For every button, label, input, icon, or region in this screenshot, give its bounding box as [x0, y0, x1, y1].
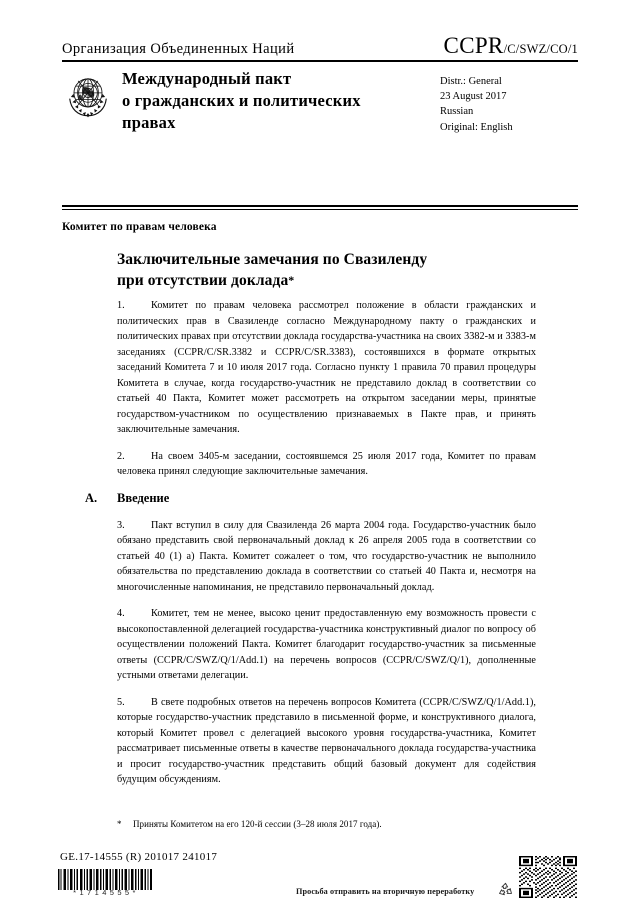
masthead-rule-thick [62, 60, 578, 62]
footnote [117, 818, 537, 831]
page-title-line-2-wrapper [117, 270, 537, 291]
paragraph-1-number: 1. [117, 300, 125, 311]
distribution-language: Russian [440, 106, 474, 118]
recycle-notice: Просьба отправить на вторичную переработку [296, 887, 475, 896]
distribution-original: Original: English [440, 121, 513, 133]
committee-name: Комитет по правам человека [62, 221, 217, 233]
paragraph-5-text: В свете подробных ответов на перечень вопросов Комитета (CCPR/C/SWZ/Q/1/Add.1), которые государство-участник представило в письменной форме, и конструктивного диалога, который Комитет провел с делегацией высокого уровня государства-участника, Комитет рассматривает письменные ответы в качестве первоначального доклада государства-участника и просит государство-участник представить общий базовый документ для содействия будущим обсуждениям. [117, 696, 536, 785]
paragraph-4-number: 4. [117, 608, 125, 619]
paragraph-2 [117, 449, 536, 480]
title-footnote-marker: * [288, 273, 295, 288]
divider-rule-thick [62, 205, 578, 207]
distribution-type: Distr.: General [440, 76, 502, 87]
document-symbol-main: CCPR [443, 33, 504, 58]
masthead [62, 34, 578, 62]
qr-code [519, 856, 577, 898]
section-heading-a [85, 491, 536, 506]
recycle-icon [497, 881, 514, 898]
paragraph-3-number: 3. [117, 519, 125, 531]
document-symbol [444, 34, 578, 58]
paragraph-2-text: На своем 3405-м заседании, состоявшемся 25 июля 2017 года, Комитет по правам человека принял следующие заключительные замечания. [117, 450, 536, 477]
section-letter-a: A. [85, 490, 98, 505]
section-divider [62, 205, 578, 210]
pact-title-line-1: Международный пакт [122, 69, 292, 88]
page-title-line-2: при отсутствии доклада [117, 272, 289, 290]
page-title-line-1: Заключительные замечания по Свазиленду [117, 251, 428, 268]
pact-title-line-2: о гражданских и политических [122, 90, 361, 110]
footnote-marker: * [117, 819, 122, 829]
paragraph-5-number: 5. [117, 696, 125, 708]
pact-title [122, 66, 440, 133]
paragraph-3-text: Пакт вступил в силу для Свазиленда 26 марта 2004 года. Государство-участник было обязано представить свой первоначальный доклад к 26 апреля 2005 года в соответствии со статьей 40 (1) a) Пакта. Комитет сожалеет о том, что государство-участник не выполнило обязательства по представлению доклада в соответствии со статьей 40 Пакта и, несмотря на многочисленные напоминания, не представило первоначальный доклад. [117, 519, 536, 593]
paragraph-5 [117, 695, 536, 788]
barcode [58, 869, 154, 890]
document-body [85, 298, 536, 799]
paragraph-3 [117, 518, 536, 596]
page-title [117, 249, 537, 292]
divider-rule-thin [62, 209, 578, 210]
paragraph-1 [117, 298, 536, 438]
masthead-top-row [62, 34, 578, 60]
distribution-block [440, 74, 578, 135]
document-reference: GE.17-14555 (R) 201017 241017 [60, 851, 218, 863]
section-title-a: Введение [117, 490, 170, 505]
organization-name: Организация Объединенных Наций [62, 41, 295, 58]
title-row [62, 66, 578, 135]
un-emblem-icon [62, 70, 114, 122]
paragraph-1-text: Комитет по правам человека рассмотрел положение в области гражданских и политических прав в Свазиленде согласно Международному пакту о гражданских и политических правах при отсутствии доклада государства-участника на своих 3382-м и 3383-м заседаниях (CCPR/C/SR.3382 и CCPR/C/SR.3383), состоявшихся в формате открытых заседаний Комитета 7 и 10 июля 2017 года. Согласно пункту 1 правила 70 правил процедуры Комитета в случае, когда государство-участник не представило доклад в соответствии со статьей 40 Пакта, Комитет может рассмотреть на открытом заседании меры, принятые государством-участником по осуществлению признаваемых в Пакте прав, и принять заключительные замечания. [117, 300, 536, 435]
paragraph-4-text: Комитет, тем не менее, высоко ценит предоставленную ему возможность провести с высокопоставленной делегацией государства-участника конструктивный диалог по вопросу об осуществлении положений Пакта. Комитет благодарит государство-участник за письменные ответы (CCPR/C/SWZ/Q/1/Add.1) на перечень вопросов (CCPR/C/SWZ/Q/1), дополненные устными ответами делегации. [117, 608, 536, 681]
pact-title-line-3: правах [122, 112, 176, 132]
barcode-digits: *1714555* [73, 888, 139, 897]
distribution-date: 23 August 2017 [440, 91, 507, 103]
document-symbol-suffix: /C/SWZ/CO/1 [503, 42, 578, 56]
paragraph-4 [117, 606, 536, 684]
footnote-text: Приняты Комитетом на его 120-й сессии (3–28 июля 2017 года). [133, 819, 382, 829]
paragraph-2-number: 2. [117, 450, 125, 462]
